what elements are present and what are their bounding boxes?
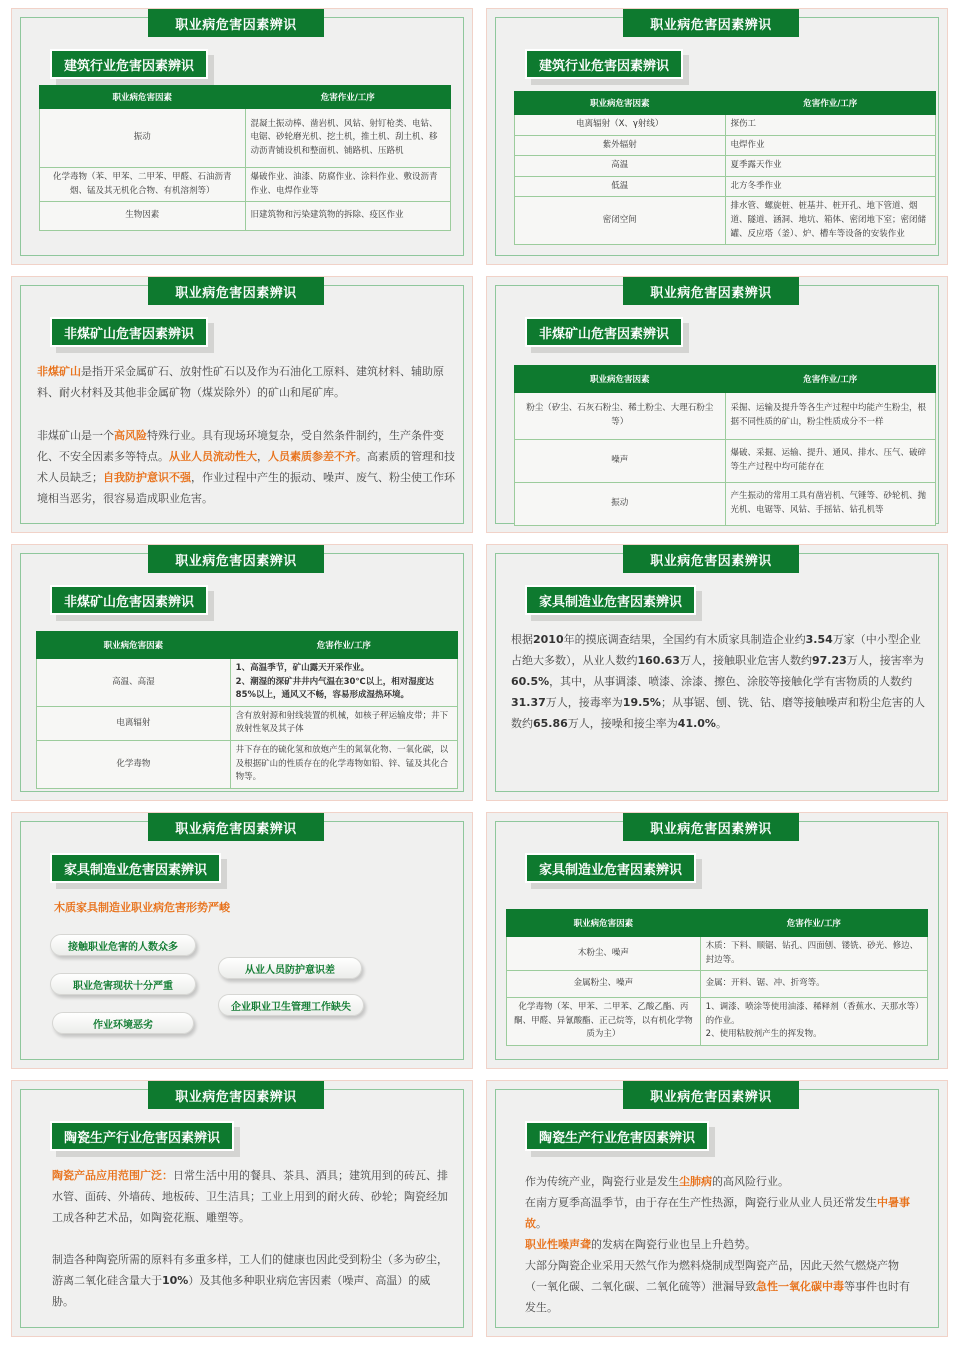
factor-cell: 振动 [40, 109, 246, 168]
slide-banner: 职业病危害因素辨识 [148, 277, 324, 305]
body-text: 。 [536, 1217, 547, 1230]
col-header-factor: 职业病危害因素 [515, 92, 726, 115]
body-text: 日常生活中用的餐具、茶具、酒具；建筑用到的砖瓦、排水管、面砖、外墙砖、地板砖、卫生洁具；工业上用到的耐火砖、砂轮；陶瓷经加工成各种艺术品，如陶瓷花瓶、雕塑等。 [52, 1169, 448, 1224]
factor-cell: 化学毒物 [37, 740, 231, 788]
factor-cell: 金属粉尘、噪声 [507, 971, 701, 998]
detail-paragraph [52, 1249, 450, 1312]
body-text: 万人，接噪和接尘率为 [567, 717, 678, 730]
body-text: ，其中，从事调漆、喷漆、涂漆、擦色、涂胶等接触化学有害物质的人数约 [549, 675, 913, 688]
table-row [515, 483, 936, 526]
work-cell: 混凝土振动棒、凿岩机、风钻、射钉枪类、电钻、电锯、砂轮磨光机、挖土机，推土机、刮土机、移动沥青铺设机和整面机、铺路机、压路机 [245, 109, 451, 168]
body-text: 万人，接害率为 [846, 654, 924, 667]
stat-value: 160.63 [637, 654, 680, 667]
stat-value: 10% [162, 1274, 189, 1287]
intro-paragraph [52, 1165, 450, 1228]
work-cell: 爆破作业、油漆、防腐作业、涂料作业、敷设沥青作业、电焊作业等 [245, 168, 451, 202]
section-tag: 非煤矿山危害因素辨识 [525, 317, 683, 347]
table-row [515, 156, 936, 177]
body-text: 的发病在陶瓷行业也呈上升趋势。 [591, 1238, 756, 1251]
highlight-text: 中暑事故 [525, 1196, 910, 1230]
issue-pill: 作业环境恶劣 [52, 1012, 194, 1034]
detail-paragraph [37, 425, 455, 509]
work-cell: 探伤工 [725, 115, 936, 136]
factor-cell: 木粉尘、噪声 [507, 937, 701, 971]
highlight-text: 从业人员流动性大 [169, 450, 257, 463]
body-text: ，作业过程中产生的振动、噪声、废气、粉尘使工作环境相当恶劣，很容易造成职业危害。 [37, 471, 455, 505]
factor-cell: 低温 [515, 176, 726, 197]
work-line: 2、使用粘胶剂产生的挥发物。 [705, 1029, 822, 1040]
table-header-row [37, 632, 458, 659]
section-tag: 非煤矿山危害因素辨识 [50, 317, 208, 347]
body-text: 在南方夏季高温季节，由于存在生产性热源，陶瓷行业从业人员还常发生 [525, 1196, 877, 1209]
work-cell: 金属：开料、锯、冲、折弯等。 [700, 971, 927, 998]
issue-pill: 从业人员防护意识差 [218, 957, 362, 979]
work-line: 1、调漆、喷涂等使用油漆、稀释剂（香蕉水、天那水等）的作业。 [705, 1002, 920, 1026]
slide-6 [486, 544, 948, 801]
slide-banner: 职业病危害因素辨识 [148, 545, 324, 573]
factor-cell: 电离辐射 [37, 706, 231, 740]
stat-value: 41.0% [677, 717, 716, 730]
table-row [40, 202, 451, 231]
body-text: 作为传统产业，陶瓷行业是发生 [525, 1175, 679, 1188]
col-header-factor: 职业病危害因素 [507, 910, 701, 937]
section-tag: 陶瓷生产行业危害因素辨识 [50, 1121, 234, 1151]
ceramics-paragraph [525, 1171, 917, 1318]
factor-cell: 紫外辐射 [515, 135, 726, 156]
table-row [515, 135, 936, 156]
hazard-table [36, 631, 458, 789]
work-cell: 产生振动的常用工具有凿岩机、气锤等、砂轮机、抛光机、电锯等、风钻、手摇钻、钻孔机等 [725, 483, 936, 526]
work-cell: 北方冬季作业 [725, 176, 936, 197]
slide-9 [11, 1080, 473, 1337]
table-row [515, 176, 936, 197]
slide-banner: 职业病危害因素辨识 [148, 9, 324, 37]
stat-value: 2010 [533, 633, 564, 646]
factor-cell: 高温、高湿 [37, 659, 231, 707]
intro-paragraph [37, 361, 455, 403]
stat-value: 65.86 [533, 717, 568, 730]
text-line [525, 1192, 917, 1234]
slide-banner: 职业病危害因素辨识 [148, 1081, 324, 1109]
slide-banner: 职业病危害因素辨识 [623, 1081, 799, 1109]
table-row [515, 440, 936, 483]
body-text: 特殊行业。具有现场环境复杂，受自然条件制约，生产条件变化、不安全因素多等特点。 [37, 429, 444, 463]
hazard-table [514, 365, 936, 526]
slide-8 [486, 812, 948, 1069]
hazard-table [514, 91, 936, 245]
body-text: 等事件也时有发生。 [525, 1280, 910, 1314]
text-line [525, 1255, 917, 1318]
work-cell: 电焊作业 [725, 135, 936, 156]
table-row [507, 998, 928, 1046]
work-cell [700, 998, 927, 1046]
body-text: 制造各种陶瓷所需的原料有多重多样，工人们的健康也因此受到粉尘（多为矽尘，游离二氧化硅含量大于 [52, 1253, 448, 1287]
factor-cell: 化学毒物（苯、甲苯、二甲苯、甲醛、石油沥青烟、锰及其无机化合物、有机溶剂等） [40, 168, 246, 202]
table-row [37, 659, 458, 707]
stat-value: 19.5% [622, 696, 661, 709]
highlight-text: 陶瓷产品应用范围广泛： [52, 1169, 173, 1182]
slide-7 [11, 812, 473, 1069]
slide-banner: 职业病危害因素辨识 [623, 9, 799, 37]
section-tag: 家具制造业危害因素辨识 [525, 853, 696, 883]
hazard-table [39, 85, 451, 231]
table-row [37, 740, 458, 788]
table-header-row [515, 366, 936, 393]
highlight-text: 尘肺病 [679, 1175, 712, 1188]
work-cell: 木质：下料、顺锯、钻孔、四面刨、镂铣、砂光、修边、封边等。 [700, 937, 927, 971]
work-cell: 含有放射源和射线装置的机械，如核子秤运输皮带；井下放射性氡及其子体 [230, 706, 457, 740]
table-row [40, 109, 451, 168]
body-text: ；从事锯、刨、铣、钻、磨等接触噪声和粉尘危害的人数约 [511, 696, 925, 730]
issue-pill: 企业职业卫生管理工作缺失 [218, 994, 364, 1016]
highlight-text: 急性一氧化碳中毒 [756, 1280, 844, 1293]
stat-value: 97.23 [811, 654, 847, 667]
col-header-work: 危害作业/工序 [725, 366, 936, 393]
hazard-table [506, 909, 928, 1046]
table-row [40, 168, 451, 202]
work-cell [230, 659, 457, 707]
text-line [525, 1171, 917, 1192]
col-header-factor: 职业病危害因素 [40, 86, 246, 109]
slide-5 [11, 544, 473, 801]
body-text: 是指开采金属矿石、放射性矿石以及作为石油化工原料、建筑材料、辅助原料、耐火材料及其他非金属矿物（煤炭除外）的矿山和尾矿库。 [37, 365, 444, 399]
slide-10 [486, 1080, 948, 1337]
stat-value: 3.54 [805, 633, 833, 646]
body-text: 。高素质的管理和技术人员缺乏； [37, 450, 455, 484]
table-row [507, 937, 928, 971]
stat-value: 60.5% [511, 675, 550, 688]
factor-cell: 化学毒物（苯、甲苯、二甲苯、乙酸乙酯、丙酮、甲醛、异氰酸酯、正己烷等，以有机化学物质为主） [507, 998, 701, 1046]
body-text: 非煤矿山是一个 [37, 429, 114, 442]
slide-2 [486, 8, 948, 265]
slide-3 [11, 276, 473, 533]
table-header-row [515, 92, 936, 115]
issue-pill: 接触职业危害的人数众多 [50, 934, 196, 956]
work-cell: 夏季露天作业 [725, 156, 936, 177]
work-cell: 井下存在的硫化氢和放炮产生的氮氧化物、一氧化碳，以及根据矿山的性质存在的化学毒物如铅、锌、锰及其化合物等。 [230, 740, 457, 788]
section-tag: 家具制造业危害因素辨识 [50, 853, 221, 883]
table-header-row [507, 910, 928, 937]
body-text: 根据 [511, 633, 533, 646]
factor-cell: 高温 [515, 156, 726, 177]
body-text: ）及其他多种职业病危害因素（噪声、高温）的威胁。 [52, 1274, 431, 1308]
slide-banner: 职业病危害因素辨识 [623, 813, 799, 841]
work-line: 2、潮湿的深矿井井内气温在30℃以上，相对湿度达85%以上，通风又不畅，容易形成湿热环境。 [235, 676, 434, 701]
factor-cell: 噪声 [515, 440, 726, 483]
highlight-text: 职业性噪声聋 [525, 1238, 591, 1251]
section-subtitle: 木质家具制造业职业病危害形势严峻 [54, 901, 230, 914]
col-header-factor: 职业病危害因素 [515, 366, 726, 393]
slide-banner: 职业病危害因素辨识 [623, 545, 799, 573]
factor-cell: 粉尘（矽尘、石灰石粉尘、稀土粉尘、大理石粉尘等） [515, 393, 726, 440]
work-cell: 旧建筑物和污染建筑物的拆除、疫区作业 [245, 202, 451, 231]
section-tag: 家具制造业危害因素辨识 [525, 585, 696, 615]
table-row [515, 393, 936, 440]
col-header-work: 危害作业/工序 [725, 92, 936, 115]
body-text: ， [257, 450, 268, 463]
factor-cell: 密闭空间 [515, 197, 726, 245]
highlight-text: 人员素质参差不齐 [268, 450, 356, 463]
body-text: 万人，接触职业危害人数约 [679, 654, 812, 667]
col-header-work: 危害作业/工序 [245, 86, 451, 109]
table-row [507, 971, 928, 998]
highlight-text: 自我防护意识不强 [103, 471, 191, 484]
stat-value: 31.37 [511, 696, 546, 709]
col-header-factor: 职业病危害因素 [37, 632, 231, 659]
section-tag: 建筑行业危害因素辨识 [525, 49, 683, 79]
text-line [525, 1234, 917, 1255]
body-text: 万人，接毒率为 [545, 696, 623, 709]
work-line: 1、高温季节，矿山露天开采作业。 [235, 663, 370, 673]
slide-1 [11, 8, 473, 265]
table-row [37, 706, 458, 740]
work-cell: 采掘、运输及提升等各生产过程中均能产生粉尘，根据不同性质的矿山，粉尘性质成分不一样 [725, 393, 936, 440]
col-header-work: 危害作业/工序 [700, 910, 927, 937]
body-text: 的高风险行业。 [712, 1175, 789, 1188]
section-tag: 建筑行业危害因素辨识 [50, 49, 208, 79]
slide-banner: 职业病危害因素辨识 [148, 813, 324, 841]
body-text: 年的摸底调查结果，全国约有木质家具制造企业约 [563, 633, 806, 646]
work-cell: 排水管、螺旋桩、桩基井、桩开孔、地下管道、烟道、隧道、涵洞、地坑、箱体、密闭地下室；密闭储罐、反应塔（釜）、炉、槽车等设备的安装作业 [725, 197, 936, 245]
body-text: 。 [715, 717, 727, 730]
highlight-text: 高风险 [114, 429, 147, 442]
section-tag: 非煤矿山危害因素辨识 [50, 585, 208, 615]
highlight-text: 非煤矿山 [37, 365, 81, 378]
col-header-work: 危害作业/工序 [230, 632, 457, 659]
table-header-row [40, 86, 451, 109]
issue-pill: 职业危害现状十分严重 [50, 973, 196, 995]
factor-cell: 电离辐射（Ⅹ、γ射线） [515, 115, 726, 136]
body-text: 万家（中小型企业占绝大多数），从业人数约 [511, 633, 921, 667]
section-tag: 陶瓷生产行业危害因素辨识 [525, 1121, 709, 1151]
stats-paragraph [511, 629, 929, 734]
factor-cell: 振动 [515, 483, 726, 526]
body-text: 大部分陶瓷企业采用天然气作为燃料烧制成型陶瓷产品，因此天然气燃烧产物（一氧化碳、二氧化碳、二氧化硫等）泄漏导致 [525, 1259, 899, 1293]
table-row [515, 115, 936, 136]
work-cell: 爆破、采掘、运输、提升、通风、排水、压气、破碎等生产过程中均可能存在 [725, 440, 936, 483]
table-row [515, 197, 936, 245]
slide-banner: 职业病危害因素辨识 [623, 277, 799, 305]
slide-4 [486, 276, 948, 533]
factor-cell: 生物因素 [40, 202, 246, 231]
